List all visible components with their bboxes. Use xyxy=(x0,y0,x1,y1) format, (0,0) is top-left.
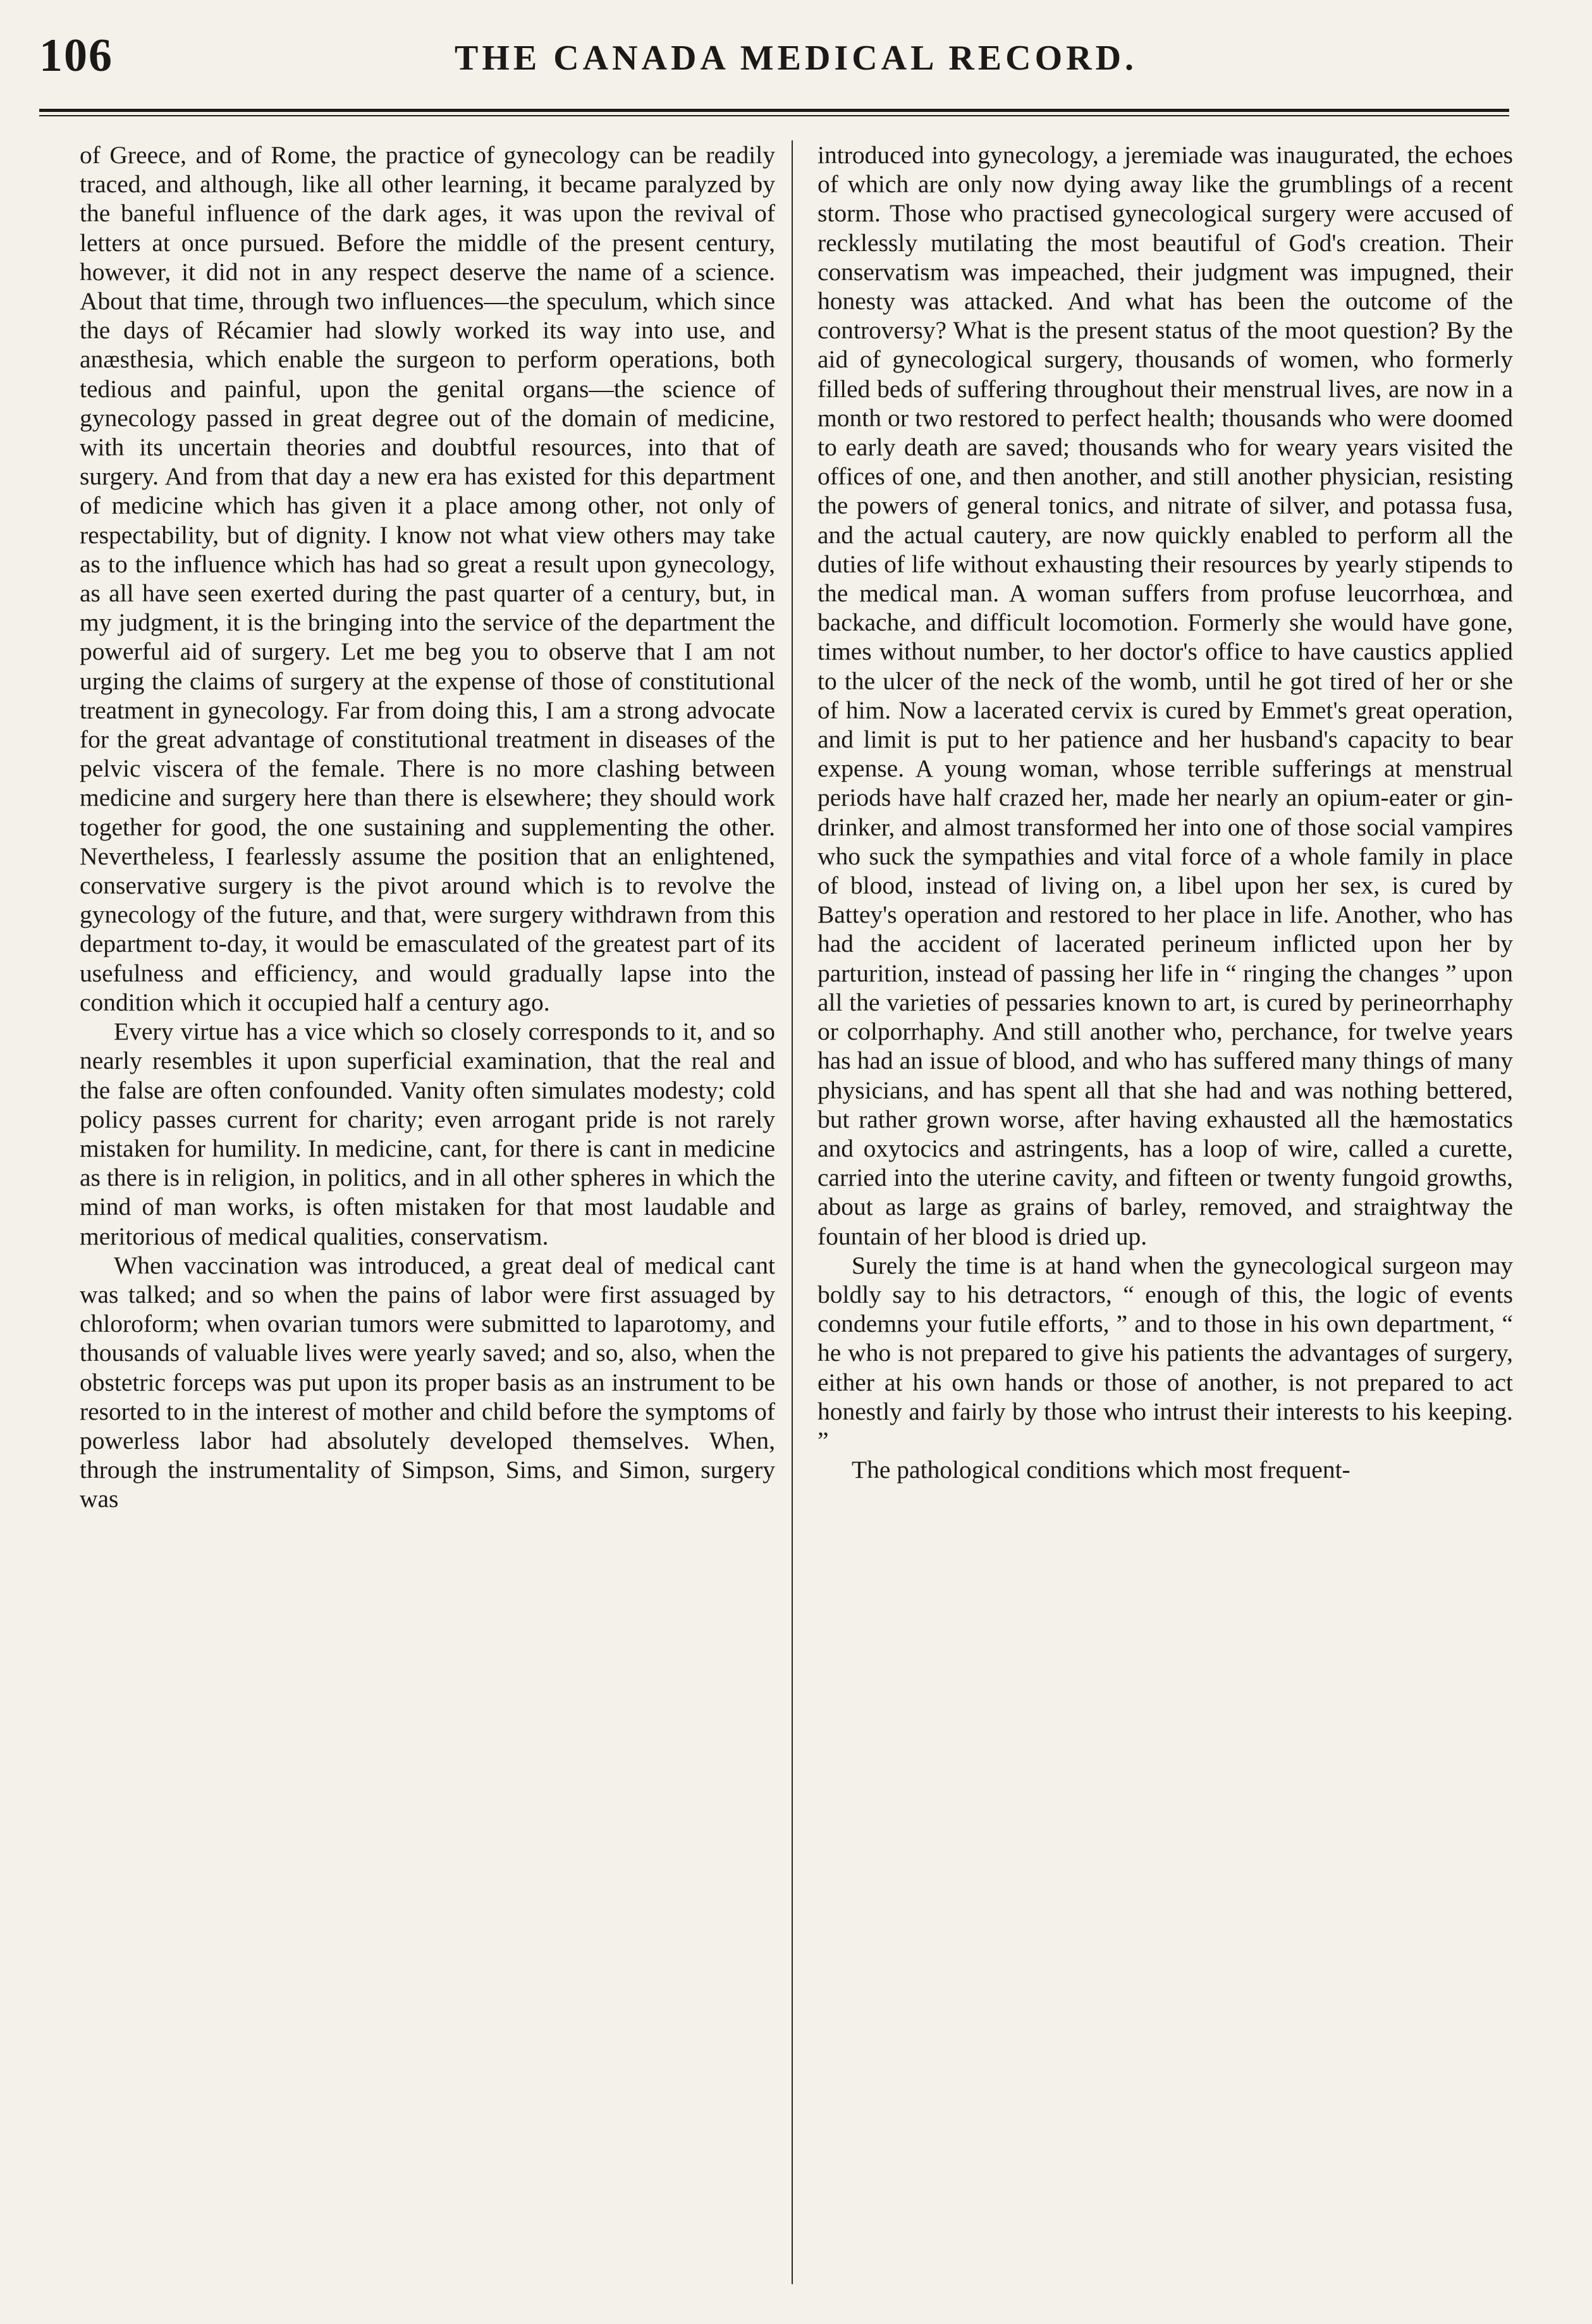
right-paragraph-2: Surely the time is at hand when the gynecological surgeon may boldly say to his detractors, “ enough of this, the logic of events condemns your futile efforts, ” and to those in his own department, “ he who is not prepared to give his patients the advantages of surgery, either at his own hands or those of another, is not prepared to act honestly and fairly by those who intrust their interests to his keeping. ” xyxy=(817,1251,1513,1454)
right-paragraph-1: introduced into gynecology, a jeremiade was inaugurated, the echoes of which are only now dying away like the grumblings of a recent storm. Those who practised gynecological surgery were accused of recklessly mutilating the most beautiful of God's creation. Their conservatism was impeached, their judgment was impugned, their honesty was attacked. And what has been the outcome of the controversy? What is the present status of the moot question? By the aid of gynecological surgery, thousands of women, who formerly filled beds of suffering throughout their menstrual lives, are now in a month or two restored to perfect health; thousands who were doomed to early death are saved; thousands who for weary years visited the offices of one, and then another, and still another physician, resisting the powers of general tonics, and nitrate of silver, and potassa fusa, and the actual cautery, are now quickly enabled to perform all the duties of life without exhausting their resources by yearly stipends to the medical man. A woman suffers from profuse leucorrhœa, and backache, and difficult locomotion. Formerly she would have gone, times without number, to her doctor's office to have caustics applied to the ulcer of the neck of the womb, until he got tired of her or she of him. Now a lacerated cervix is cured by Emmet's great operation, and limit is put to her patience and her husband's capacity to bear expense. A young woman, whose terrible sufferings at menstrual periods have half crazed her, made her nearly an opium-eater or gin-drinker, and almost transformed her into one of those social vampires who suck the sympathies and vital force of a whole family in place of blood, instead of living on, a libel upon her sex, is cured by Battey's operation and restored to her place in life. Another, who has had the accident of lacerated perineum inflicted upon her by parturition, instead of passing her life in “ ringing the changes ” upon all the varieties of pessaries known to art, is cured by perineorrhaphy or colporrhaphy. And still another who, perchance, for twelve years has had an issue of blood, and who has suffered many things of many physicians, and has spent all that she had and was nothing bettered, but rather grown worse, after having exhausted all the hæmostatics and oxytocics and astringents, has a loop of wire, called a curette, carried into the uterine cavity, and fifteen or twenty fungoid growths, about as large as grains of barley, removed, and straightway the fountain of her blood is dried up. xyxy=(817,141,1513,1250)
right-paragraph-3: The pathological conditions which most frequent- xyxy=(852,1456,1350,1484)
left-paragraph-1: of Greece, and of Rome, the practice of gynecology can be readily traced, and although, like all other learning, it became paralyzed by the baneful influence of the dark ages, it was upon the revival of letters at once pursued. Before the middle of the present century, however, it did not in any respect deserve the name of a science. About that time, through two influences—the speculum, which since the days of Récamier had slowly worked its way into use, and anæsthesia, which enable the surgeon to perform operations, both tedious and painful, upon the genital organs—the science of gynecology passed in great degree out of the domain of medicine, with its uncertain theories and doubtful resources, into that of surgery. And from that day a new era has existed for this department of medicine which has given it a place among other, not only of respectability, but of dignity. I know not what view others may take as to the influence which has had so great a result upon gynecology, as all have seen exerted during the past quarter of a century, but, in my judgment, it is the bringing into the service of the department the powerful aid of surgery. Let me beg you to observe that I am not urging the claims of surgery at the expense of those of constitutional treatment in gynecology. Far from doing this, I am a strong advocate for the great advantage of constitutional treatment in diseases of the pelvic viscera of the female. There is no more clashing between medicine and surgery here than there is elsewhere; they should work together for good, the one sustaining and supplementing the other. Nevertheless, I fearlessly assume the position that an enlightened, conservative surgery is the pivot around which is to revolve the gynecology of the future, and that, were surgery withdrawn from this department to-day, it would be emasculated of the greatest part of its usefulness and efficiency, and would gradually lapse into the condition which it occupied half a century ago. xyxy=(80,141,775,1016)
header-rule xyxy=(39,109,1509,112)
column-divider xyxy=(792,140,793,2284)
header-rule-thin xyxy=(39,115,1509,116)
left-column xyxy=(80,140,775,1514)
running-title: THE CANADA MEDICAL RECORD. xyxy=(454,39,1138,78)
right-column xyxy=(817,140,1513,1484)
left-paragraph-2: Every virtue has a vice which so closely corresponds to it, and so nearly resembles it upon superficial examination, that the real and the false are often confounded. Vanity often simulates modesty; cold policy passes current for charity; even arrogant pride is not rarely mistaken for humility. In medicine, cant, for there is cant in medicine as there is in religion, in politics, and in all other spheres in which the mind of man works, is often mistaken for that most laudable and meritorious of medical qualities, conservatism. xyxy=(80,1018,775,1250)
page-number: 106 xyxy=(39,30,113,82)
left-paragraph-3: When vaccination was introduced, a great deal of medical cant was talked; and so when the pains of labor were first assuaged by chloroform; when ovarian tumors were submitted to laparotomy, and thousands of valuable lives were yearly saved; and so, also, when the obstetric forceps was put upon its proper basis as an instrument to be resorted to in the interest of mother and child before the symptoms of powerless labor had absolutely developed themselves. When, through the instrumentality of Simpson, Sims, and Simon, surgery was xyxy=(80,1251,775,1513)
